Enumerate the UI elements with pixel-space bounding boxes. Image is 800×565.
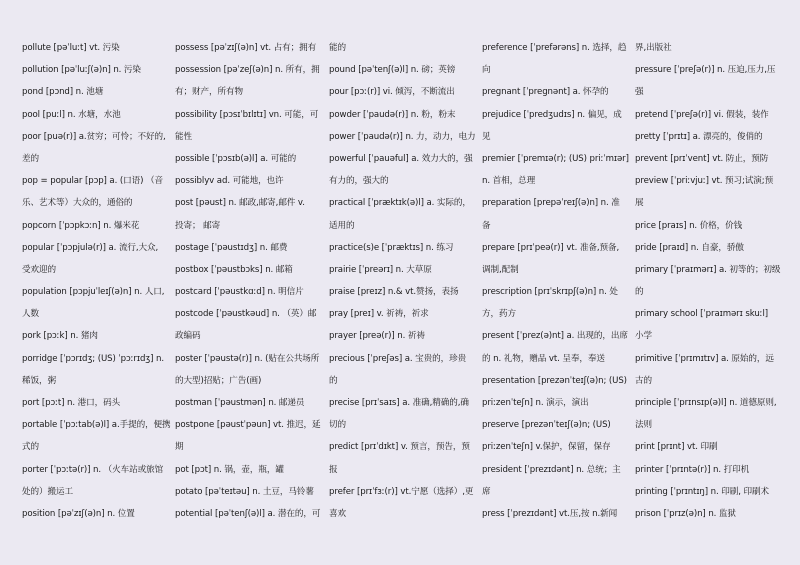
entry-line: pressure [ˈpreʃə(r)] n. 压迫,压力,压 <box>635 65 776 76</box>
entry-line: preview [ˈpriːvjuː] vt. 预习;试演;预 <box>635 176 774 187</box>
entry-line: post [pəust] n. 邮政,邮寄,邮件 v. <box>175 198 305 209</box>
entry-line: pray [preɪ] v. 祈祷，祈求 <box>329 309 429 320</box>
entry-line: praise [preɪz] n.& vt.赞扬，表扬 <box>329 287 459 298</box>
entry-line: preparation [prepəˈreɪʃ(ə)n] n. 准 <box>482 198 620 209</box>
entry-line: preserve [prezənˈteɪʃ(ə)n; (US) <box>482 420 611 431</box>
entry-line: practice(s)e [ˈpræktɪs] n. 练习 <box>329 242 454 253</box>
entry-line: 的 n. 礼物，赠品 vt. 呈奉，奉送 <box>482 353 605 364</box>
entry-line: pond [pɔnd] n. 池塘 <box>22 87 104 98</box>
entry-line: pretty [ˈprɪtɪ] a. 漂亮的，俊俏的 <box>635 131 763 142</box>
entry-line: prison [ˈprɪz(ə)n] n. 监狱 <box>635 508 736 519</box>
entry-line: postman [ˈpəustmən] n. 邮递员 <box>175 398 305 408</box>
entry-line: predict [prɪˈdɪkt] v. 预言，预告，预 <box>329 442 470 453</box>
entry-line: pop = popular [pɔp] a. (口语) （音 <box>22 176 163 187</box>
entry-line: popular [ˈpɔpjulə(r)] a. 流行,大众, <box>22 242 159 253</box>
entry-line: priːzenˈteʃn] v.保护，保留，保存 <box>482 442 611 453</box>
entry-line: 有；财产，所有物 <box>175 87 243 98</box>
entry-line: 强 <box>635 87 644 98</box>
entry-line: 稀饭，粥 <box>22 375 56 386</box>
entry-line: primary [ˈpraɪmərɪ] a. 初等的；初级 <box>635 264 781 275</box>
entry-line: 备 <box>482 220 491 231</box>
entry-line: practical [ˈpræktɪk(ə)l] a. 实际的， <box>329 198 471 209</box>
entry-line: president [ˈprezɪdənt] n. 总统；主 <box>482 464 621 475</box>
entry-line: pound [pəˈtenʃ(ə)l] n. 磅；英镑 <box>329 65 456 76</box>
entry-line: 的 <box>329 375 338 386</box>
entry-line: primitive [ˈprɪmɪtɪv] a. 原始的，远 <box>635 353 774 364</box>
entry-line: possiblyv ad. 可能地，也许 <box>175 176 284 187</box>
entry-line: 调制,配制 <box>482 264 519 275</box>
entry-line: portable [ˈpɔːtab(ə)l] a.手提的，便携 <box>22 420 171 431</box>
entry-line: prairie [ˈpreərɪ] n. 大草原 <box>329 264 432 275</box>
entry-line: possible [ˈpɔsɪb(ə)l] a. 可能的 <box>175 153 297 164</box>
entry-line: pretend [ˈpreʃə(r)] vi. 假装，装作 <box>635 109 769 120</box>
entry-line: 投寄； 邮寄 <box>175 220 221 231</box>
word-column-1 <box>22 37 172 525</box>
entry-line: power [ˈpaudə(r)] n. 力，动力，电力 <box>329 131 476 142</box>
entry-line: porridge [ˈpɔrɪdʒ; (US) ˈpɔːrɪdʒ] n. <box>22 353 165 364</box>
word-column-5 <box>635 37 785 525</box>
entry-line: 向 <box>482 65 491 76</box>
entry-line: 有力的，强大的 <box>329 176 389 187</box>
word-column-2 <box>175 37 325 525</box>
entry-line: press [ˈprezɪdənt] vt.压,按 n.新闻 <box>482 508 618 519</box>
entry-line: 政编码 <box>175 331 201 342</box>
word-column-4 <box>482 37 632 525</box>
entry-line: 处的）搬运工 <box>22 486 73 497</box>
entry-line: 乐、艺术等）大众的，通俗的 <box>22 198 133 209</box>
entry-line: poor [puə(r)] a.贫穷；可怜；不好的, <box>22 131 166 142</box>
entry-line: postage [ˈpəustɪdʒ] n. 邮费 <box>175 242 288 253</box>
entry-line: precise [prɪˈsaɪs] a. 准确,精确的,确 <box>329 398 469 408</box>
entry-line: printing [ˈprɪntɪŋ] n. 印刷, 印刷术 <box>635 486 769 497</box>
entry-line: potato [pəˈteɪtəu] n. 土豆，马铃薯 <box>175 486 314 497</box>
entry-line: postpone [pəustˈpəun] vt. 推迟，延 <box>175 420 321 431</box>
entry-line: 的 <box>635 287 644 298</box>
entry-line: pot [pɔt] n. 锅，壶，瓶，罐 <box>175 464 284 475</box>
entry-line: 方，药方 <box>482 309 516 320</box>
entry-line: 受欢迎的 <box>22 264 56 275</box>
entry-line: present [ˈprez(ə)nt] a. 出现的，出席 <box>482 331 628 342</box>
entry-line: postcard [ˈpəustkɑːd] n. 明信片 <box>175 287 304 298</box>
entry-line: 小学 <box>635 331 652 342</box>
entry-line: 能性 <box>175 131 192 142</box>
entry-line: print [prɪnt] vt. 印刷 <box>635 442 718 453</box>
entry-line: presentation [prezənˈteɪʃ(ə)n; (US) <box>482 375 627 386</box>
entry-line: pool [puːl] n. 水塘，水池 <box>22 109 121 120</box>
entry-line: position [pəˈzɪʃ(ə)n] n. 位置 <box>22 508 135 519</box>
entry-line: 见 <box>482 131 491 142</box>
entry-line: priːzenˈteʃn] n. 演示，演出 <box>482 398 589 408</box>
entry-line: prepare [prɪˈpeə(r)] vt. 准备,预备, <box>482 242 620 253</box>
entry-line: pollution [pəˈluːʃ(ə)n] n. 污染 <box>22 65 141 76</box>
entry-line: n. 首相，总理 <box>482 176 536 187</box>
entry-line: prescription [prɪˈskrɪpʃ(ə)n] n. 处 <box>482 287 618 298</box>
entry-line: premier [ˈpremɪə(r); (US) priːˈmɪər] <box>482 153 629 164</box>
entry-line: 人数 <box>22 309 39 320</box>
entry-line: prefer [prɪˈfɜː(r)] vt.宁愿（选择）,更 <box>329 486 474 497</box>
entry-line: powder [ˈpaudə(r)] n. 粉，粉末 <box>329 109 456 120</box>
entry-line: 展 <box>635 198 644 209</box>
entry-line: preference [ˈprefərəns] n. 选择，趋 <box>482 43 627 53</box>
entry-line: popcorn [ˈpɔpkɔːn] n. 爆米花 <box>22 220 140 231</box>
entry-line: principle [ˈprɪnsɪp(ə)l] n. 道德原则, <box>635 398 777 408</box>
entry-line: 适用的 <box>329 220 355 231</box>
entry-line: port [pɔːt] n. 港口，码头 <box>22 398 121 408</box>
entry-line: porter [ˈpɔːtə(r)] n. （火车站或旅馆 <box>22 464 164 475</box>
entry-line: pollute [pəˈluːt] vt. 污染 <box>22 43 120 53</box>
entry-line: price [praɪs] n. 价格，价钱 <box>635 220 743 231</box>
entry-line: precious [ˈpreʃəs] a. 宝贵的，珍贵 <box>329 353 467 364</box>
entry-line: prejudice [ˈpredʒudɪs] n. 偏见，成 <box>482 109 622 120</box>
entry-line: prevent [prɪˈvent] vt. 防止，预防 <box>635 153 769 164</box>
entry-line: pride [praɪd] n. 自豪，骄傲 <box>635 242 744 253</box>
entry-line: 界,出版社 <box>635 43 672 53</box>
entry-line: possession [pəˈzeʃ(ə)n] n. 所有，拥 <box>175 65 320 76</box>
entry-line: 差的 <box>22 153 39 164</box>
entry-line: 切的 <box>329 420 346 431</box>
entry-line: 的大型)招贴；广告(画) <box>175 375 262 386</box>
entry-line: printer [ˈprɪntə(r)] n. 打印机 <box>635 464 750 475</box>
entry-line: 喜欢 <box>329 508 346 519</box>
entry-line: pour [pɔː(r)] vi. 倾泻，不断流出 <box>329 87 455 98</box>
entry-line: prayer [preə(r)] n. 祈祷 <box>329 331 425 342</box>
entry-line: 报 <box>329 464 338 475</box>
entry-line: 法则 <box>635 420 652 431</box>
entry-line: possess [pəˈzɪʃ(ə)n] vt. 占有；拥有 <box>175 43 317 53</box>
entry-line: possibility [pɔsɪˈbɪlɪtɪ] vn. 可能，可 <box>175 109 319 120</box>
entry-line: pregnant [ˈpregnənt] a. 怀孕的 <box>482 87 609 98</box>
entry-line: powerful [ˈpauəful] a. 效力大的，强 <box>329 153 473 164</box>
entry-line: postcode [ˈpəustkəud] n. （英）邮 <box>175 309 317 320</box>
entry-line: 席 <box>482 486 491 497</box>
entry-line: 式的 <box>22 442 39 453</box>
word-column-3 <box>329 37 479 525</box>
entry-line: potential [pəˈtenʃ(ə)l] a. 潜在的，可 <box>175 508 321 519</box>
entry-line: primary school [ˈpraɪmərɪ skuːl] <box>635 309 768 320</box>
entry-line: 古的 <box>635 375 652 386</box>
entry-line: population [pɔpjuˈleɪʃ(ə)n] n. 人口, <box>22 287 165 298</box>
entry-line: postbox [ˈpəustbɔks] n. 邮箱 <box>175 264 293 275</box>
entry-line: pork [pɔːk] n. 猪肉 <box>22 331 98 342</box>
entry-line: poster [ˈpəustə(r)] n. (贴在公共场所 <box>175 353 320 364</box>
entry-line: 期 <box>175 442 184 453</box>
entry-line: 能的 <box>329 43 346 53</box>
